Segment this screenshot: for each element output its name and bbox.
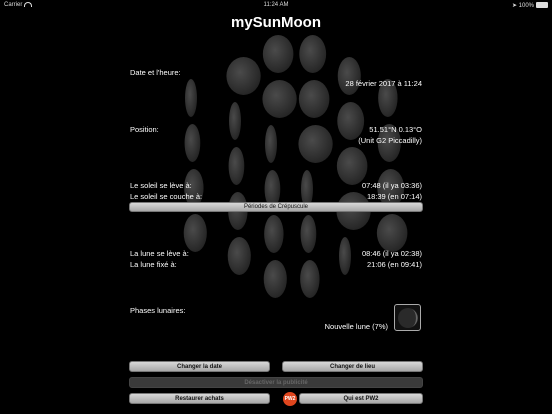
moon-phase-shape xyxy=(185,79,197,117)
moon-phase-shape xyxy=(185,124,201,162)
moon-phase-shape xyxy=(298,125,332,163)
moon-phase-shape xyxy=(184,214,207,252)
position-label: Position: xyxy=(130,125,159,134)
sunset-value: 18:39 (en 07:14) xyxy=(366,192,422,201)
status-time: 11:24 AM xyxy=(263,2,289,8)
moonset-value: 21:06 (en 09:41) xyxy=(366,260,422,269)
moonrise-label: La lune se lève à: xyxy=(130,249,189,258)
date-value: 28 février 2017 à 11:24 xyxy=(345,79,422,88)
moon-phase-thumbnail[interactable] xyxy=(394,304,421,331)
position-coords: 51.51°N 0.13°O xyxy=(369,125,422,134)
moon-phase-shape xyxy=(337,147,368,185)
moon-phase-shape xyxy=(226,57,260,95)
moon-phase-shape xyxy=(338,57,361,95)
carrier-text: Carrier xyxy=(4,2,32,8)
moon-phase-label: Phases lunaires: xyxy=(130,306,186,315)
moon-phase-shape xyxy=(377,214,408,252)
battery-status: ➤ 100% xyxy=(512,2,548,9)
sunset-label: Le soleil se couche à: xyxy=(130,192,203,201)
moon-phase-shape xyxy=(264,260,287,298)
position-place: (Unit G2 Piccadilly) xyxy=(358,136,422,145)
change-place-button[interactable]: Changer de lieu xyxy=(282,361,423,372)
date-label: Date et l'heure: xyxy=(130,68,181,77)
disable-ads-button[interactable]: Désactiver la publicité xyxy=(129,377,423,388)
moon-phase-shape xyxy=(265,125,277,163)
moon-phase-shape xyxy=(301,215,317,253)
moon-phase-shape xyxy=(228,237,251,275)
moonrise-value: 08:46 (il ya 02:38) xyxy=(361,249,422,258)
moon-phase-shape xyxy=(264,215,283,253)
status-bar xyxy=(0,0,552,10)
pw2-logo-icon[interactable]: PW2 xyxy=(283,392,297,406)
moon-phase-shape xyxy=(339,237,351,275)
moon-phase-shape xyxy=(262,80,296,118)
change-date-button[interactable]: Changer la date xyxy=(129,361,270,372)
moon-phase-shape xyxy=(300,260,319,298)
moon-phase-shape xyxy=(263,35,294,73)
moon-phase-shape xyxy=(229,147,245,185)
moon-phase-shape xyxy=(337,102,364,140)
moon-phase-shape xyxy=(229,102,241,140)
moonset-label: La lune fixé à: xyxy=(130,260,177,269)
location-arrow-icon: ➤ xyxy=(511,3,519,9)
restore-purchases-button[interactable]: Restaurer achats xyxy=(129,393,270,404)
new-moon-icon xyxy=(395,305,421,331)
moon-phase-shape xyxy=(299,35,326,73)
twilight-periods-button[interactable]: Périodes de Crépuscule xyxy=(129,202,423,212)
battery-icon xyxy=(536,2,548,8)
who-is-pw2-button[interactable]: Qui est PW2 xyxy=(299,393,423,404)
app-title: mySunMoon xyxy=(231,14,321,31)
sunrise-label: Le soleil se lève à: xyxy=(130,181,192,190)
moon-phase-value: Nouvelle lune (7%) xyxy=(324,322,388,331)
moon-phase-shape xyxy=(299,80,330,118)
sunrise-value: 07:48 (il ya 03:36) xyxy=(361,181,422,190)
